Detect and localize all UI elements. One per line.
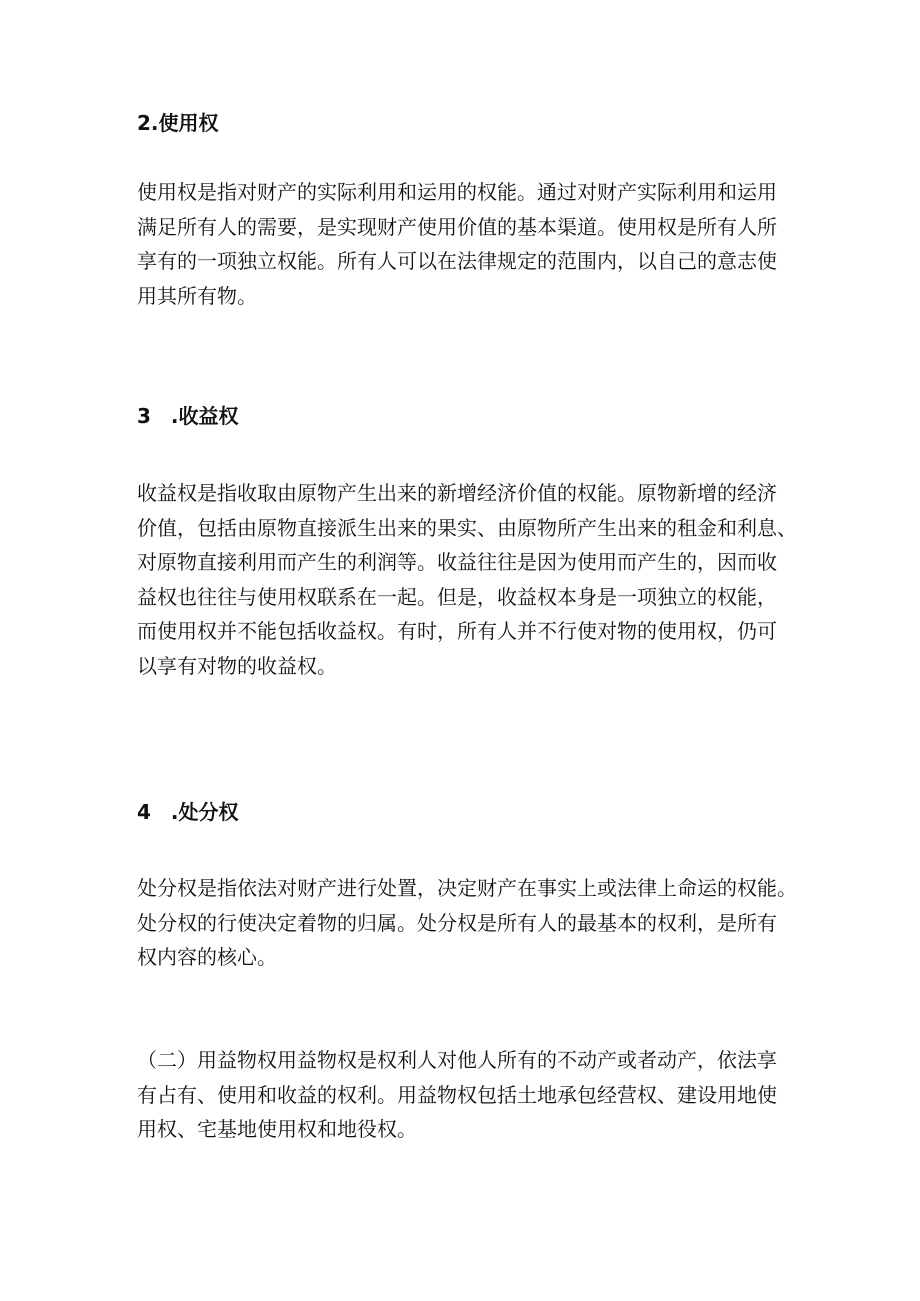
text-line: 处分权是指依法对财产进行处置，决定财产在事实上或法律上命运的权能。 [137,876,797,900]
text-line: 满足所有人的需要，是实现财产使用价值的基本渠道。使用权是所有人所 [137,214,777,239]
text-line: 用权、宅基地使用权和地役权。 [137,1117,417,1141]
text-line: 以享有对物的收益权。 [137,653,337,678]
text-line: 使用权是指对财产的实际利用和运用的权能。通过对财产实际利用和运用 [137,180,777,204]
section-heading-use-right: 2.使用权 [137,111,219,135]
section-body-use-right [137,175,809,313]
text-line: 有占有、使用和收益的权利。用益物权包括土地承包经营权、建设用地使 [137,1082,777,1107]
section-heading-income-right: 3 .收益权 [137,404,239,428]
text-line: 处分权的行使决定着物的归属。处分权是所有人的最基本的权利，是所有 [137,910,777,935]
section-body-income-right [137,476,809,683]
text-line: 而使用权并不能包括收益权。有时，所有人并不行使对物的使用权，仍可 [137,619,777,643]
section-body-disposal-right [137,871,809,975]
section-heading-disposal-right: 4 .处分权 [137,800,239,824]
text-line: 用其所有物。 [137,283,257,308]
usufruct-paragraph [137,1043,809,1147]
text-line: 益权也往往与使用权联系在一起。但是，收益权本身是一项独立的权能， [137,584,777,609]
text-line: 享有的一项独立权能。所有人可以在法律规定的范围内，以自己的意志使 [137,249,777,273]
text-line: （二）用益物权用益物权是权利人对他人所有的不动产或者动产，依法享 [137,1048,777,1072]
text-line: 权内容的核心。 [137,945,277,969]
text-line: 对原物直接利用而产生的利润等。收益往往是因为使用而产生的，因而收 [137,550,777,574]
text-line: 收益权是指收取由原物产生出来的新增经济价值的权能。原物新增的经济 [137,481,777,505]
text-line: 价值，包括由原物直接派生出来的果实、由原物所产生出来的租金和利息、 [137,515,797,540]
